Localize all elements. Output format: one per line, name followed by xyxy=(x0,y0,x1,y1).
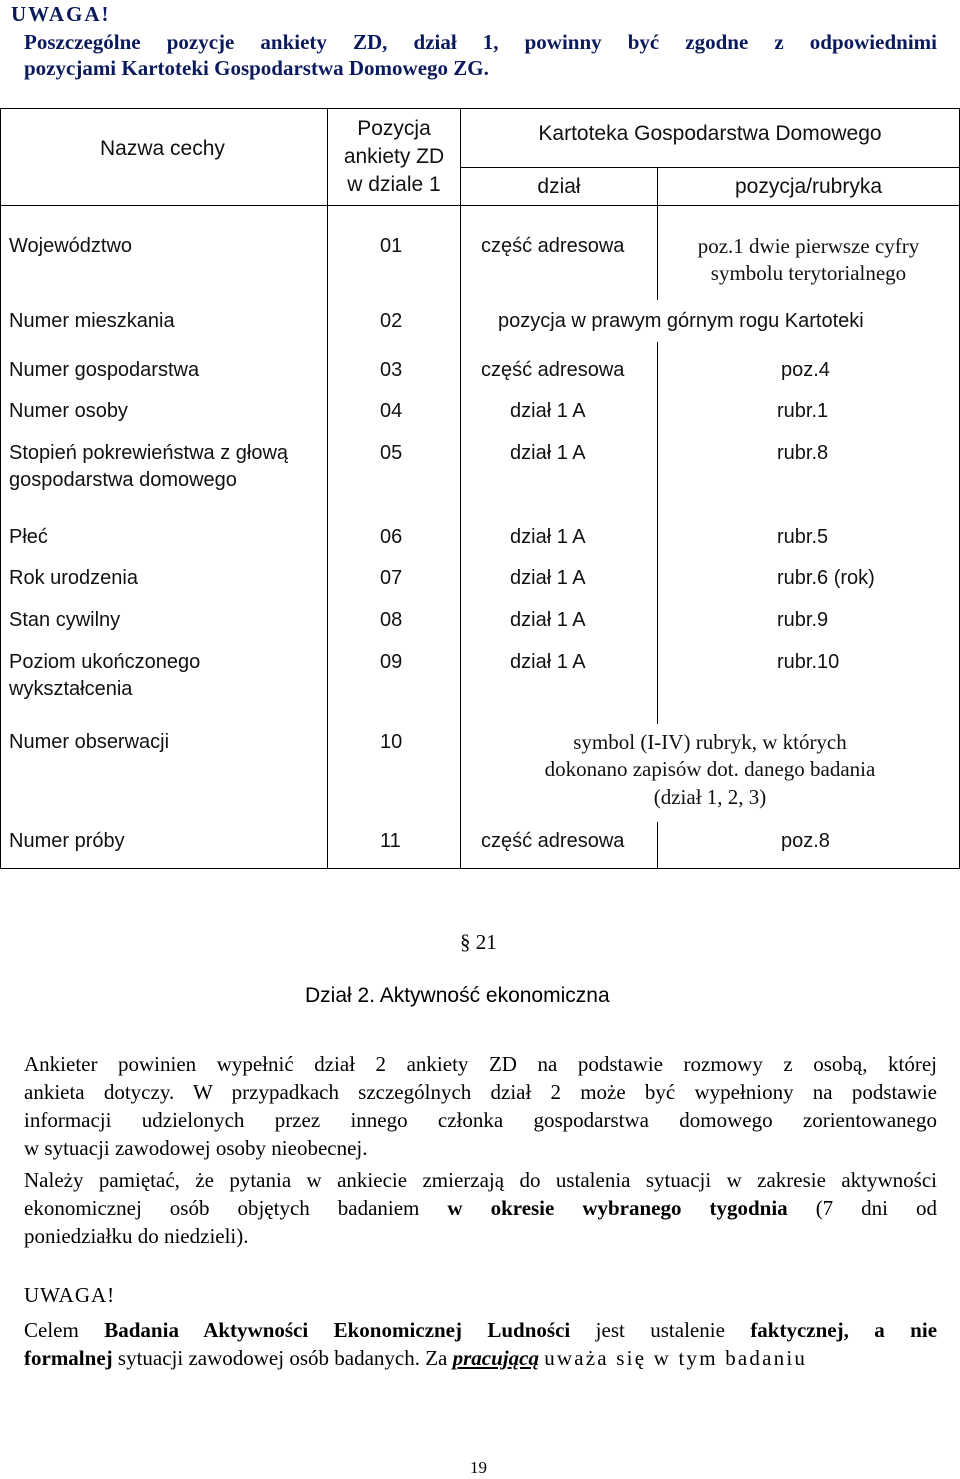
row-merged-l3: (dział 1, 2, 3) xyxy=(653,785,767,809)
table-top-border xyxy=(0,108,960,109)
row-code: 06 xyxy=(380,526,403,548)
row-dzial: dział 1 A xyxy=(510,651,586,673)
row-rubr-l2: symbolu terytorialnego xyxy=(710,261,907,285)
bottom-warning-text xyxy=(24,1316,937,1372)
row-merged-l2: dokonano zapisów dot. danego badania xyxy=(544,757,876,781)
bottom-warning-heading: UWAGA! xyxy=(24,1283,116,1307)
row-rubr: rubr.8 xyxy=(777,442,829,464)
paragraph-1 xyxy=(24,1050,937,1162)
row-rubr: poz.8 xyxy=(781,830,830,852)
warning-line-1: Poszczególne pozycje ankiety ZD, dział 1, powinny być zgodne z odpowiednimi xyxy=(24,30,937,54)
row-dzial: część adresowa xyxy=(481,830,625,852)
row-merged-l1: symbol (I-IV) rubryk, w których xyxy=(573,730,847,754)
col-divider-3b xyxy=(657,342,658,724)
table-bottom-border xyxy=(0,868,960,869)
row-dzial: dział 1 A xyxy=(510,526,586,548)
row-name: Płeć xyxy=(9,526,48,548)
col-divider-2 xyxy=(460,108,461,869)
warning-text-c: jest ustalenie xyxy=(595,1318,725,1342)
row-name: Województwo xyxy=(9,235,133,257)
row-code: 02 xyxy=(380,310,403,332)
warning-text-l2: sytuacji zawodowej osób badanych. Za xyxy=(117,1346,448,1370)
row-dzial: część adresowa xyxy=(481,235,625,257)
row-name: Numer próby xyxy=(9,830,125,852)
header-pozycja-l1: Pozycja xyxy=(357,117,431,140)
row-dzial: dział 1 A xyxy=(510,609,586,631)
row-name-l2: gospodarstwa domowego xyxy=(9,469,237,491)
row-rubr: rubr.10 xyxy=(777,651,840,673)
paragraph-2-line-1: Należy pamiętać, że pytania w ankiecie zmierzają do ustalenia sytuacji w zakresie aktywności xyxy=(24,1168,937,1192)
bottom-warning-line-1 xyxy=(24,1316,937,1344)
header-pozycja-rubryka: pozycja/rubryka xyxy=(734,175,883,198)
warning-line-2: pozycjami Kartoteki Gospodarstwa Domowego ZG. xyxy=(24,56,489,80)
section-reference: § 21 xyxy=(460,930,497,954)
row-name: Numer osoby xyxy=(9,400,128,422)
warning-text-a: Celem xyxy=(24,1318,79,1342)
row-code: 10 xyxy=(380,731,403,753)
bottom-warning-line-2 xyxy=(24,1344,937,1372)
warning-pracujaca: pracującą xyxy=(452,1346,539,1370)
row-code: 04 xyxy=(380,400,403,422)
row-name: Numer mieszkania xyxy=(9,310,175,332)
row-name-l1: Poziom ukończonego xyxy=(9,651,201,673)
row-code: 09 xyxy=(380,651,403,673)
paragraph-2-emphasis: w okresie wybranego tygodnia xyxy=(447,1196,788,1220)
header-pozycja-l2: ankiety ZD xyxy=(343,145,445,168)
paragraph-2-line-2 xyxy=(24,1194,937,1222)
paragraph-2 xyxy=(24,1166,937,1250)
paragraph-2-line-3: poniedziałku do niedzieli). xyxy=(24,1224,249,1248)
warning-bold-b: Badania Aktywności Ekonomicznej Ludności xyxy=(104,1318,571,1342)
warning-spaced-text: uważa się w tym badaniu xyxy=(544,1346,808,1370)
header-pozycja-l3: w dziale 1 xyxy=(347,173,441,196)
row-rubr: rubr.9 xyxy=(777,609,829,631)
col-divider-3c xyxy=(657,822,658,869)
row-rubr: rubr.6 (rok) xyxy=(777,567,875,589)
row-name-l1: Stopień pokrewieństwa z głową xyxy=(9,442,289,464)
header-nazwa-cechy: Nazwa cechy xyxy=(100,137,225,160)
warning-bold-formalnej: formalnej xyxy=(24,1346,113,1370)
paragraph-1-line-3: informacji udzielonych przez innego członka gospodarstwa domowego zorientowanego xyxy=(24,1108,937,1132)
header-dzial: dział xyxy=(537,175,581,198)
row-name-l2: wykształcenia xyxy=(9,678,133,700)
warning-heading: UWAGA! xyxy=(11,2,111,26)
row-rubr: rubr.5 xyxy=(777,526,829,548)
warning-bold-d: faktycznej, a nie xyxy=(750,1318,938,1342)
row-code: 01 xyxy=(380,235,403,257)
row-dzial: dział 1 A xyxy=(510,400,586,422)
section-title: Dział 2. Aktywność ekonomiczna xyxy=(305,984,610,1007)
paragraph-1-line-2: ankieta dotyczy. W przypadkach szczególnych dział 2 może być wypełniony na podstawie xyxy=(24,1080,937,1104)
col-divider-1 xyxy=(327,108,328,869)
paragraph-2-text: ekonomicznej osób objętych badaniem xyxy=(24,1196,420,1220)
table-header-bottom xyxy=(0,205,960,206)
row-rubr: poz.4 xyxy=(781,359,830,381)
row-name: Stan cywilny xyxy=(9,609,121,631)
row-name: Numer gospodarstwa xyxy=(9,359,200,381)
row-dzial: dział 1 A xyxy=(510,442,586,464)
row-code: 08 xyxy=(380,609,403,631)
row-dzial: dział 1 A xyxy=(510,567,586,589)
row-name: Numer obserwacji xyxy=(9,731,170,753)
page-number: 19 xyxy=(470,1458,487,1477)
table-left-border xyxy=(0,108,1,869)
row-name: Rok urodzenia xyxy=(9,567,138,589)
row-rubr-l1: poz.1 dwie pierwsze cyfry xyxy=(697,234,920,258)
row-merged: pozycja w prawym górnym rogu Kartoteki xyxy=(498,310,864,332)
row-code: 03 xyxy=(380,359,403,381)
paragraph-2-text-end: (7 dni od xyxy=(815,1196,938,1220)
header-kartoteka: Kartoteka Gospodarstwa Domowego xyxy=(538,122,882,145)
row-code: 11 xyxy=(380,830,401,852)
row-dzial: część adresowa xyxy=(481,359,625,381)
row-code: 07 xyxy=(380,567,403,589)
paragraph-1-line-4: w sytuacji zawodowej osoby nieobecnej. xyxy=(24,1136,368,1160)
paragraph-1-line-1: Ankieter powinien wypełnić dział 2 ankiety ZD na podstawie rozmowy z osobą, której xyxy=(24,1052,937,1076)
row-rubr: rubr.1 xyxy=(777,400,829,422)
row-code: 05 xyxy=(380,442,403,464)
table-subheader-line xyxy=(460,167,960,168)
